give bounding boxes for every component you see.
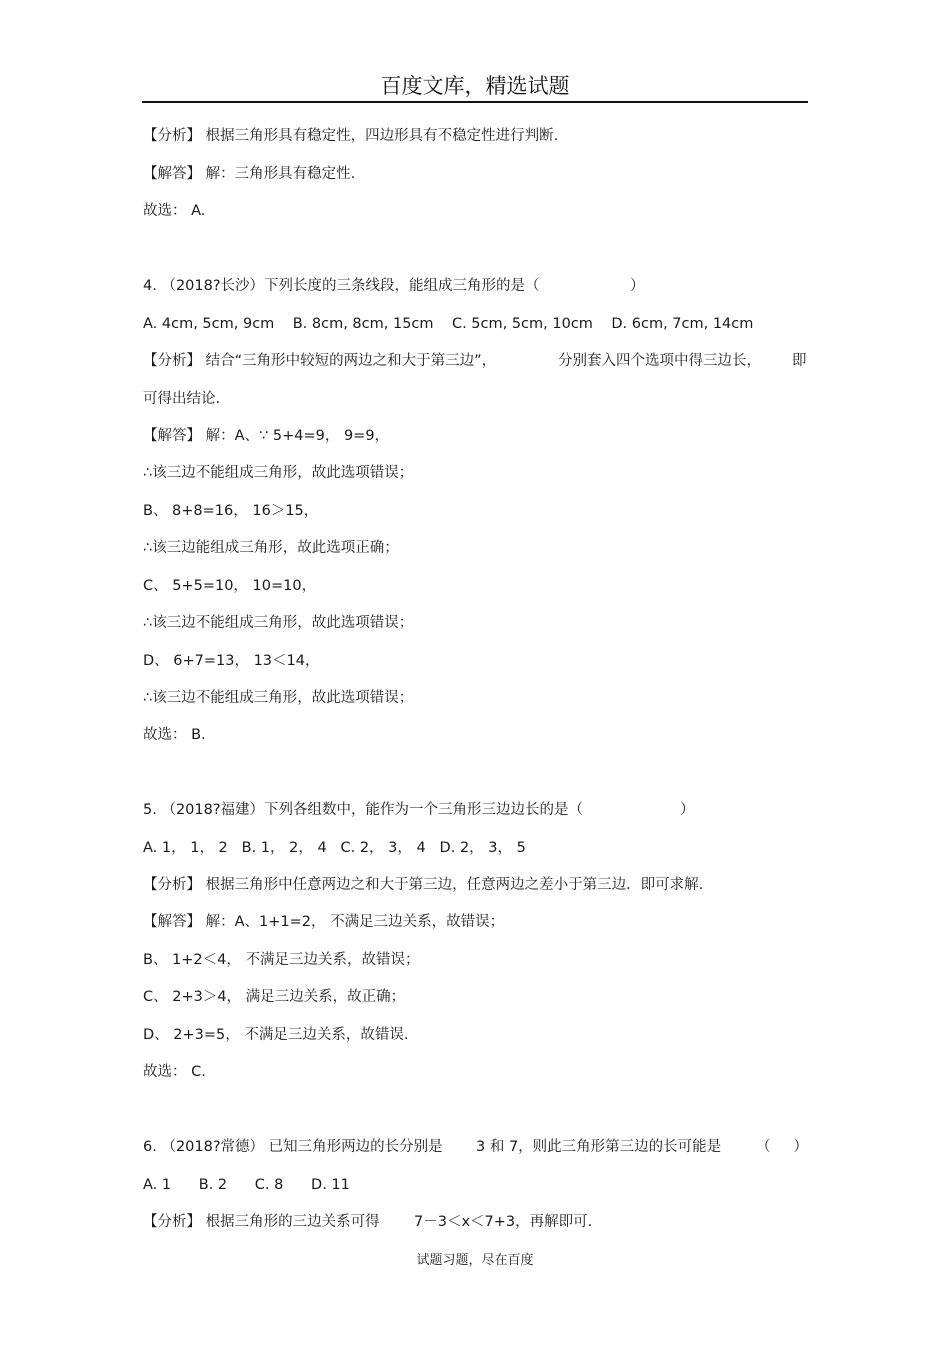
q6-options: A. 1 B. 2 C. 8 D. 11: [143, 1177, 350, 1193]
page-footer: 试题习题，尽在百度: [416, 1253, 534, 1268]
q4-solution-b: B、 8+8=16， 16＞15，: [143, 503, 319, 519]
q5-solution-c: C、 2+3＞4， 满足三边关系，故正确；: [143, 989, 406, 1005]
q5-stem-close-paren: ）: [680, 802, 695, 818]
q5-solution: 【解答】 解：A、1+1=2， 不满足三边关系，故错误；: [143, 914, 505, 930]
q3-solution: 【解答】 解：三角形具有稳定性.: [143, 166, 356, 182]
q4-analysis: 【分析】 结合“三角形中较短的两边之和大于第三边”，: [143, 353, 497, 369]
q4-solution: 【解答】 解：A、∵ 5+4=9， 9=9，: [143, 428, 390, 444]
q5-options: A. 1， 1， 2 B. 1， 2， 4 C. 2， 3， 4 D. 2， 3， 5: [143, 840, 526, 856]
header-divider: [142, 101, 808, 103]
q5-stem: 5. （2018?福建）下列各组数中，能作为一个三角形三边边长的是（: [143, 802, 584, 818]
q4-stem: 4. （2018?长沙）下列长度的三条线段，能组成三角形的是（: [143, 278, 540, 294]
q6-stem-paren: （ ）: [756, 1139, 809, 1155]
q4-solution-c: C、 5+5=10， 10=10，: [143, 578, 317, 594]
q6-stem: 6. （2018?常德） 已知三角形两边的长分别是: [143, 1139, 443, 1155]
q4-solution-c-result: ∴该三边不能组成三角形，故此选项错误；: [143, 615, 414, 631]
q4-answer: 故选： B.: [143, 727, 206, 743]
q4-options: A. 4cm, 5cm, 9cm B. 8cm, 8cm, 15cm C. 5cm, 5cm, 10cm D. 6cm, 7cm, 14cm: [143, 316, 754, 332]
q4-solution-d: D、 6+7=13， 13＜14，: [143, 653, 320, 669]
q4-analysis-line2: 可得出结论.: [143, 391, 221, 407]
q4-analysis-end: 即: [792, 353, 807, 369]
q3-analysis: 【分析】 根据三角形具有稳定性，四边形具有不稳定性进行判断.: [143, 128, 559, 144]
q5-analysis: 【分析】 根据三角形中任意两边之和大于第三边，任意两边之差小于第三边．即可求解.: [143, 877, 704, 893]
q5-solution-d: D、 2+3=5， 不满足三边关系，故错误.: [143, 1027, 409, 1043]
q6-stem-cont: 3 和 7，则此三角形第三边的长可能是: [476, 1139, 722, 1155]
page-header-title: 百度文库，精选试题: [380, 74, 570, 98]
q5-solution-b: B、 1+2＜4， 不满足三边关系，故错误；: [143, 952, 420, 968]
q3-answer: 故选： A.: [143, 203, 206, 219]
q5-answer: 故选： C.: [143, 1064, 206, 1080]
q4-solution-a-result: ∴该三边不能组成三角形，故此选项错误；: [143, 465, 414, 481]
q4-analysis-cont: 分别套入四个选项中得三边长，: [558, 353, 761, 369]
q6-analysis-cont: 7－3＜x＜7+3，再解即可.: [414, 1214, 593, 1230]
q4-solution-b-result: ∴该三边能组成三角形，故此选项正确；: [143, 540, 399, 556]
q6-analysis: 【分析】 根据三角形的三边关系可得: [143, 1214, 380, 1230]
q4-solution-d-result: ∴该三边不能组成三角形，故此选项错误；: [143, 690, 414, 706]
q4-stem-close-paren: ）: [630, 278, 645, 294]
